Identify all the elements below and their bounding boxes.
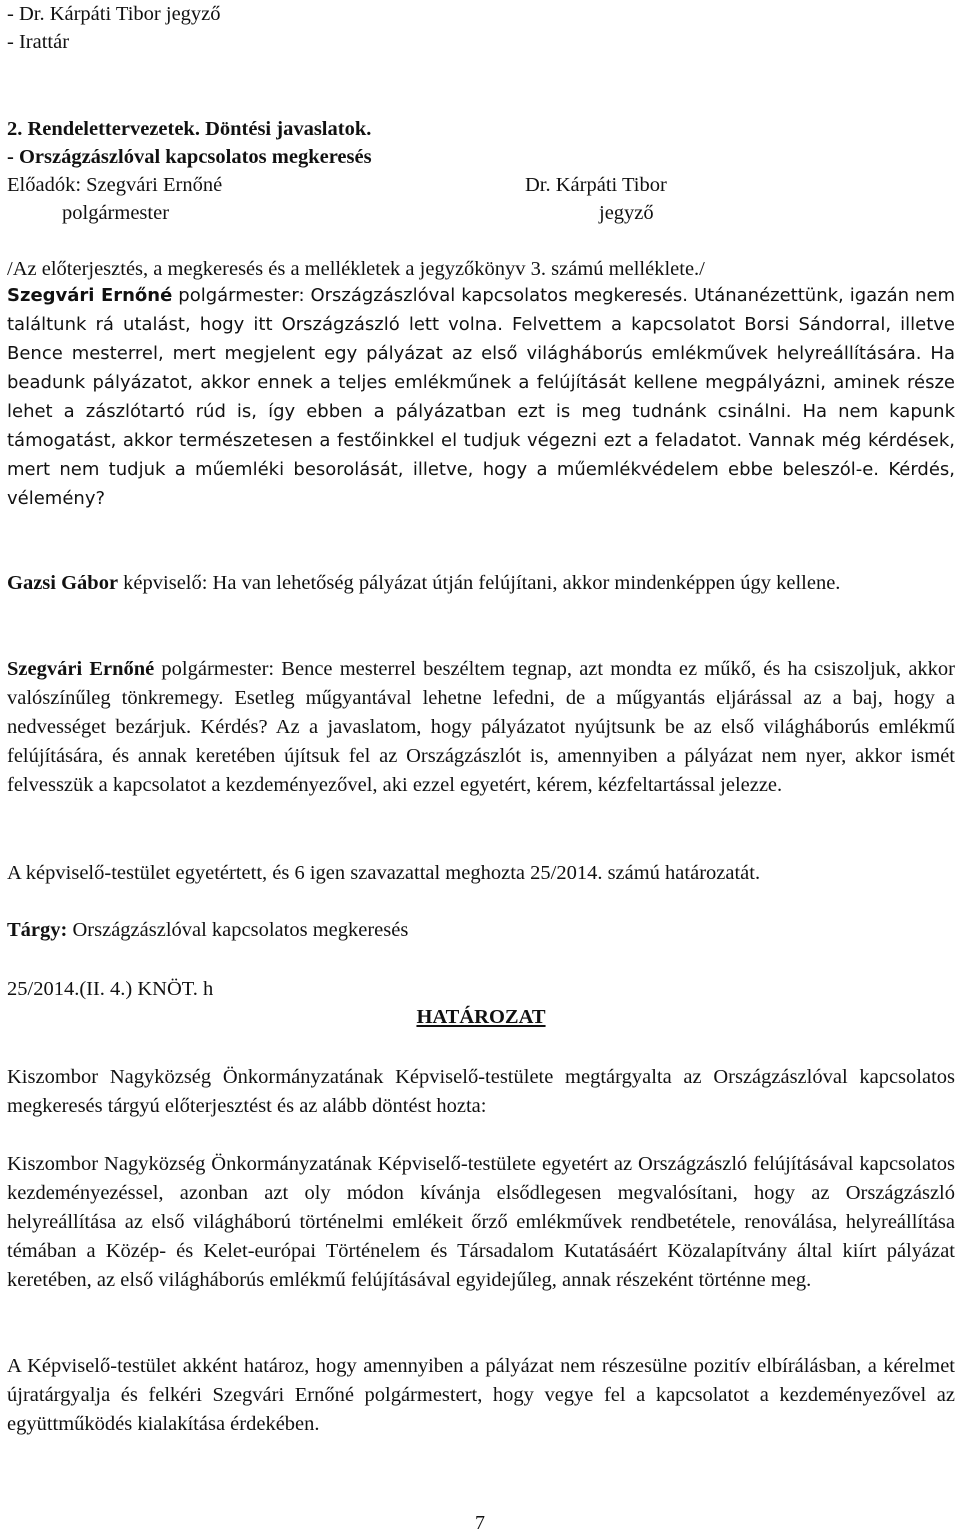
speech-text: polgármester: Országzászlóval kapcsolatos megkeresés. Utánanézettünk, igazán nem találtunk rá utalást, hogy itt Országzászló lett volna. Felvettem a kapcsolatot Borsi Sándorral, illetve Bence mesterrel, mert megjelent egy pályázat az első világháborús emlékművek helyreállítására. Ha beadunk pályázatot, akkor ennek a teljes emlékműnek a felújítását kellene megpályázni, aminek része lehet a zászlótartó rúd is, így ebben a pályázatban ezt is meg tudnánk csinálni. Ha nem kapunk támogatást, akkor természetesen a festőinkkel el tudjuk végezni ezt a feladatot. Vannak még kérdések, mert nem tudjuk a műemléki besorolását, illetve, hogy a műemlékvédelem ebbe beleszól-e. Kérdés, vélemény? (7, 285, 955, 509)
speech-text: képviselő: Ha van lehetőség pályázat útján felújítani, akkor mindenképpen úgy kellene. (118, 572, 841, 594)
resolution-paragraph-2: Kiszombor Nagyközség Önkormányzatának Képviselő-testülete egyetért az Országzászló felújításával kapcsolatos kezdeményezéssel, azonban azt oly módon kívánja elsődlegesen megvalósítani, hogy az Országzászló helyreállítása az első világháború történelmi emlékeit őrző emlékművek rendbetétele, renoválása, helyreállítása témában a Közép- és Kelet-európai Történelem és Társadalom Kutatásáért Közalapítvány által kiírt pályázat keretében, az első világháborús emlékmű felújításával egyidejűleg, annak részeként történne meg. (7, 1153, 955, 1291)
presenter2-name: Dr. Kárpáti Tibor (525, 174, 667, 196)
speaker-name: Szegvári Ernőné (7, 658, 155, 680)
speech-1 (7, 281, 955, 513)
resolution-title: HATÁROZAT (416, 1006, 546, 1028)
subject-text: Országzászlóval kapcsolatos megkeresés (67, 919, 409, 941)
presenter1-role: polgármester (62, 202, 170, 224)
resolution-paragraph-3: A Képviselő-testület akként határoz, hogy amennyiben a pályázat nem részesülne pozitív elbírálásban, a kérelmet újratárgyalja és felkéri Szegvári Ernőné polgármestert, hogy vegye fel a kapcsolatot a kezdeményezővel az együttműködés kialakítása érdekében. (7, 1355, 955, 1435)
presenter2-role: jegyző (599, 202, 654, 224)
speaker-name: Gazsi Gábor (7, 572, 119, 594)
vote-result: A képviselő-testület egyetértett, és 6 igen szavazattal meghozta 25/2014. számú határozatát. (7, 862, 761, 884)
subject-label: Tárgy: (7, 919, 68, 941)
distribution-line-2: - Irattár (7, 31, 70, 53)
speaker-name: Szegvári Ernőné (7, 285, 173, 306)
distribution-line-1: - Dr. Kárpáti Tibor jegyző (7, 3, 221, 25)
page-number: 7 (475, 1512, 485, 1534)
speech-text: polgármester: Bence mesterrel beszéltem tegnap, azt mondta ez műkő, és ha csiszoljuk, akkor valószínűleg tönkremegy. Esetleg műgyantával lehetne lefedni, de a műgyantás eljárással az a baj, hogy a nedvességet bezárjuk. Kérdés? Az a javaslatom, hogy pályázatot nyújtsunk be az első világháborús emlékmű felújítására, és annak keretében újítsuk fel az Országzászlót is, amennyiben a pályázat nem nyer, akkor ismét felvesszük a kapcsolatot a kezdeményezővel, aki ezzel egyetért, kérem, kézfeltartással jelezze. (7, 658, 955, 796)
agenda-subtitle: - Országzászlóval kapcsolatos megkeresés (7, 146, 372, 168)
agenda-item-title: 2. Rendelettervezetek. Döntési javaslatok. (7, 118, 372, 140)
subject-line (7, 918, 408, 942)
resolution-paragraph-1: Kiszombor Nagyközség Önkormányzatának Képviselő-testülete megtárgyalta az Országzászlóval kapcsolatos megkeresés tárgyú előterjesztést és az alább döntést hozta: (7, 1066, 955, 1117)
attachment-note: /Az előterjesztés, a megkeresés és a mellékletek a jegyzőkönyv 3. számú melléklete./ (7, 258, 705, 280)
speech-3 (7, 655, 955, 800)
resolution-number: 25/2014.(II. 4.) KNÖT. h (7, 978, 214, 1000)
speech-2 (7, 569, 955, 598)
presenters-label: Előadók: Szegvári Ernőné (7, 174, 223, 196)
